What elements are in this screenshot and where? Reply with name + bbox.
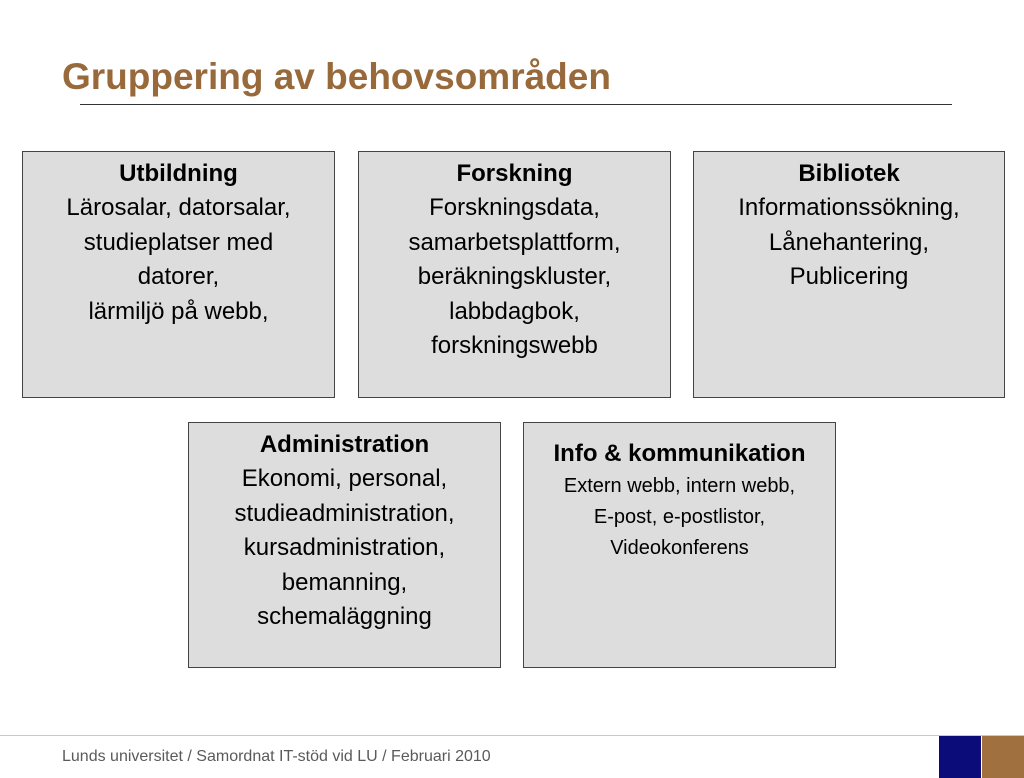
box-info-kommunikation: [523, 422, 836, 668]
box-line: lärmiljö på webb,: [88, 297, 269, 325]
slide-title: Gruppering av behovsområden: [62, 56, 611, 97]
footer-blue-square: [939, 736, 981, 778]
box-heading: Forskning: [456, 160, 573, 187]
box-line: forskningswebb: [431, 332, 598, 359]
box-line: Videokonferens: [610, 537, 749, 559]
box-heading: Utbildning: [119, 160, 238, 187]
box-line: beräkningskluster,: [417, 263, 612, 290]
box-line: samarbetsplattform,: [408, 228, 621, 256]
box-utbildning: [22, 151, 335, 398]
box-line: Ekonomi, personal,: [241, 465, 448, 492]
box-line: E-post, e-postlistor,: [593, 506, 766, 528]
box-line: studieadministration,: [234, 499, 455, 527]
box-line: Extern webb, intern webb,: [563, 475, 796, 497]
box-line: Lånehantering,: [768, 228, 930, 256]
box-line: kursadministration,: [243, 534, 446, 561]
box-line: schemaläggning: [257, 603, 432, 630]
box-administration: [188, 422, 501, 668]
footer-divider: [0, 735, 1024, 736]
box-line: Lärosalar, datorsalar,: [66, 194, 291, 221]
box-heading: Administration: [259, 431, 430, 458]
box-line: Informationssökning,: [738, 194, 960, 221]
footer-text: Lunds universitet / Samordnat IT-stöd vid LU / Februari 2010: [62, 748, 491, 765]
box-line: bemanning,: [281, 568, 408, 596]
box-bibliotek: [693, 151, 1005, 398]
box-line: datorer,: [137, 263, 220, 290]
footer-brown-square: [982, 736, 1024, 778]
box-line: studieplatser med: [83, 228, 274, 256]
box-forskning: [358, 151, 671, 398]
box-heading: Info & kommunikation: [553, 440, 806, 467]
box-heading: Bibliotek: [798, 160, 900, 187]
box-line: Forskningsdata,: [429, 194, 600, 221]
box-line: Publicering: [789, 263, 909, 290]
title-divider: [80, 104, 952, 105]
box-line: labbdagbok,: [449, 297, 580, 325]
